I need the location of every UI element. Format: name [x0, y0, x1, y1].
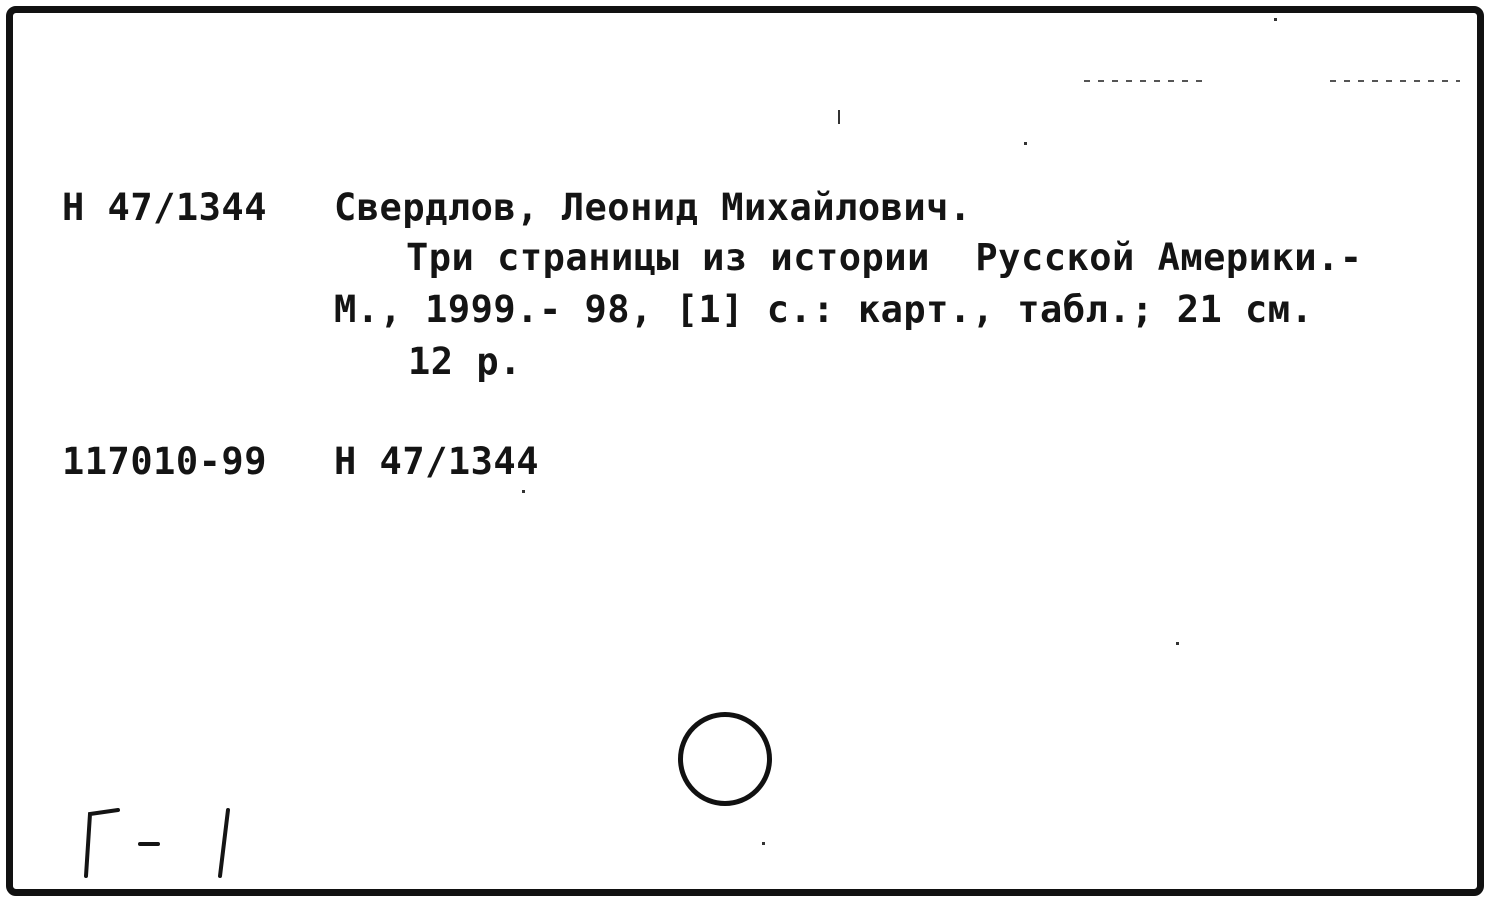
scan-speck: [762, 842, 765, 845]
registration-number: 117010-99: [62, 440, 267, 483]
punch-hole: [678, 712, 772, 806]
scan-dash-artifact: [1084, 80, 1204, 82]
scan-speck: [1024, 142, 1027, 145]
price-line: 12 р.: [408, 340, 522, 383]
scan-dash-artifact-2: [1330, 80, 1460, 82]
handwritten-code-mark: [70, 806, 240, 882]
repeat-shelf-mark: Н 47/1344: [334, 440, 539, 483]
scan-speck: [522, 490, 525, 493]
scan-speck: [838, 110, 840, 124]
shelf-mark: Н 47/1344: [62, 186, 267, 229]
author-heading: Свердлов, Леонид Михайлович.: [334, 186, 972, 229]
scan-speck: [1274, 18, 1277, 21]
title-line: Три страницы из истории Русской Америки.-: [406, 236, 1363, 279]
scan-speck: [1176, 642, 1179, 645]
imprint-line: М., 1999.- 98, [1] с.: карт., табл.; 21 см.: [334, 288, 1314, 331]
